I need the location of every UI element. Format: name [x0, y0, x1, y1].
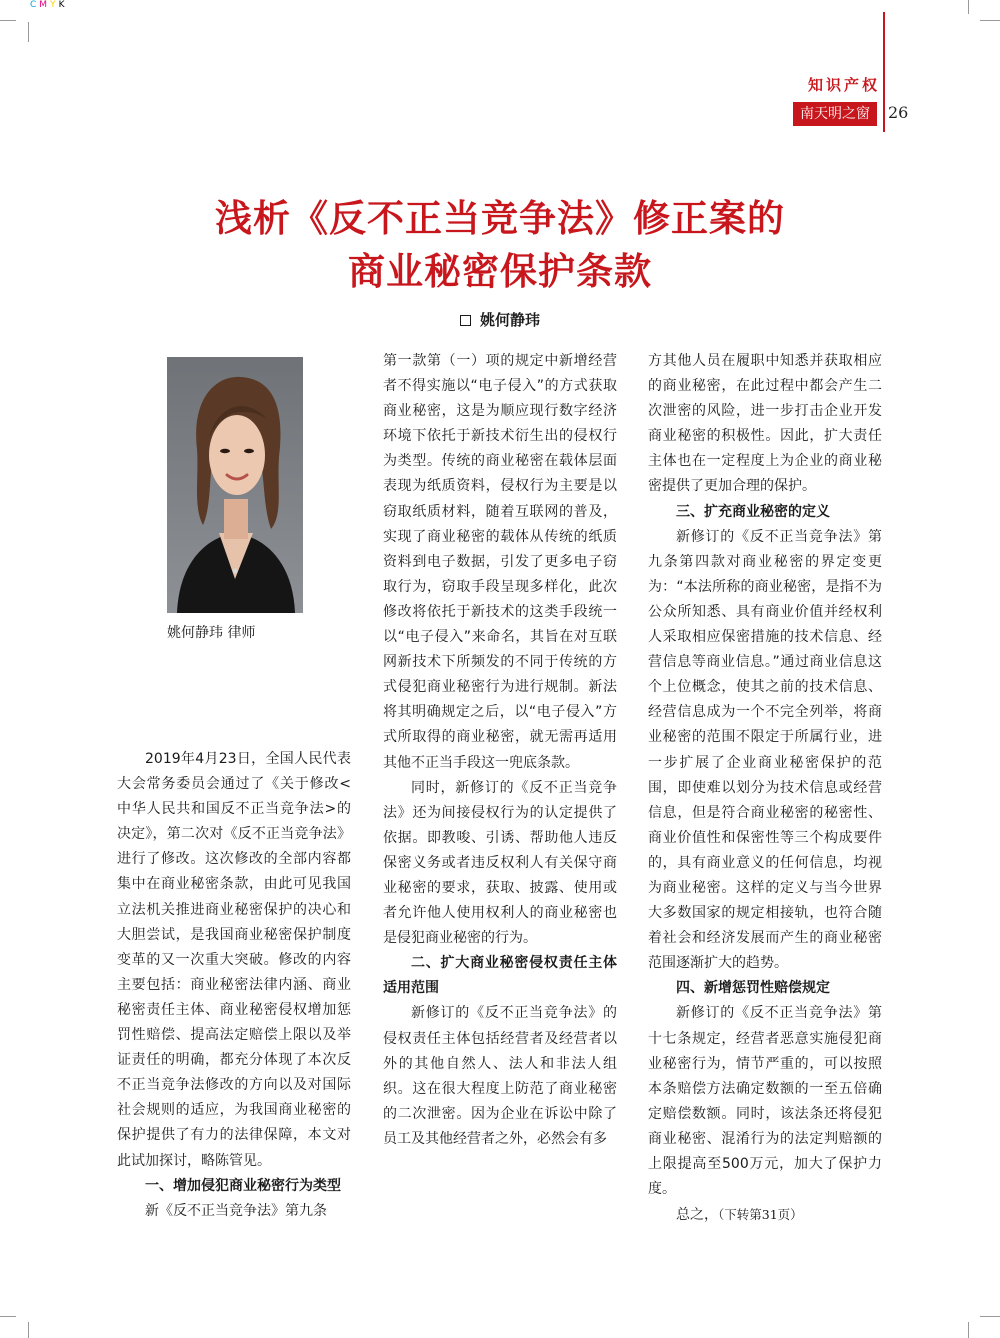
print-color-marks: CMYK [30, 0, 68, 10]
paragraph: 第一款第（一）项的规定中新增经营者不得实施以“电子侵入”的方式获取商业秘密，这是为顺应现行数字经济环境下依托于新技术衍生出的侵权行为类型。传统的商业秘密在载体层面表现为纸质资料，侵权行为主要是以窃取纸质材料，随着互联网的普及，实现了商业秘密的载体从传统的纸质资料到电子数据，引发了更多电子窃取行为，窃取手段呈现多样化，此次修改将依托于新技术的这类手段统一以“电子侵入”来命名，其旨在对互联网新技术下所频发的不同于传统的方式侵犯商业秘密行为进行规制。新法将其明确规定之后，以“电子侵入”方式所取得的商业秘密，就无需再适用其他不正当手段这一兜底条款。 [383, 353, 617, 771]
section-heading: 一、增加侵犯商业秘密行为类型 [145, 1177, 341, 1194]
crop-mark [0, 1316, 16, 1317]
crop-mark [28, 1322, 29, 1338]
header-divider-line [883, 12, 885, 132]
crop-mark [980, 20, 1000, 21]
photo-caption: 姚何静玮 律师 [167, 625, 256, 641]
author-byline [0, 309, 1000, 330]
paragraph: 新修订的《反不正当竞争法》第九条第四款对商业秘密的界定变更为：“本法所称的商业秘密，是指不为公众所知悉、具有商业价值并经权利人采取相应保密措施的技术信息、经营信息等商业信息。”通过商业信息这个上位概念，使其之前的技术信息、经营信息成为一个不完全列举，将商业秘密的范围不限定于所属行业，进一步扩展了企业商业秘密保护的范围，即使难以划分为技术信息或经营信息，但是符合商业秘密的秘密性、商业价值性和保密性等三个构成要件的，具有商业意义的任何信息，均视为商业秘密。这样的定义与当今世界大多数国家的规定相接轨，也符合随着社会和经济发展而产生的商业秘密范围逐渐扩大的趋势。 [648, 528, 882, 972]
crop-mark [980, 1316, 1000, 1317]
paragraph: 新修订的《反不正当竞争法》的侵权责任主体包括经营者及经营者以外的其他自然人、法人和非法人组织。这在很大程度上防范了商业秘密的二次泄密。因为企业在诉讼中除了员工及其他经营者之外，必然会有多 [383, 1005, 617, 1147]
article-title-line-2: 商业秘密保护条款 [348, 250, 652, 293]
square-box-icon [460, 315, 471, 326]
paragraph: 新修订的《反不正当竞争法》第十七条规定，经营者恶意实施侵犯商业秘密行为，情节严重的，可以按照本条赔偿方法确定数额的一至五倍确定赔偿数额。同时，该法条还将侵犯商业秘密、混淆行为的法定判赔额的上限提高至500万元，加大了保护力度。 [648, 1005, 882, 1198]
portrait-illustration [167, 357, 303, 613]
section-heading: 四、新增惩罚性赔偿规定 [676, 980, 830, 997]
text-column-3 [648, 349, 882, 1228]
author-name: 姚何静玮 [479, 311, 540, 329]
paragraph: 新《反不正当竞争法》第九条 [145, 1202, 327, 1219]
article-title-line-1: 浅析《反不正当竞争法》修正案的 [215, 197, 785, 240]
text-column-1 [117, 747, 351, 1224]
crop-mark [968, 0, 969, 14]
crop-mark [968, 1322, 969, 1338]
crop-mark [0, 20, 16, 21]
paragraph [648, 1202, 882, 1228]
section-name: 知识产权 [807, 76, 880, 94]
column-badge: 南天明之窗 [793, 102, 877, 126]
paragraph: 2019年4月23日，全国人民代表大会常务委员会通过了《关于修改<中华人民共和国反不正当竞争法>的决定》，第二次对《反不正当竞争法》进行了修改。这次修改的全部内容都集中在商业秘密条款，由此可见我国立法机关推进商业秘密保护的决心和大胆尝试，是我国商业秘密保护制度变革的又一次重大突破。修改的内容主要包括：商业秘密法律内涵、商业秘密责任主体、商业秘密侵权增加惩罚性赔偿、提高法定赔偿上限以及举证责任的明确，都充分体现了本次反不正当竞争法修改的方向以及对国际社会规则的适应，为我国商业秘密的保护提供了有力的法律保障，本文对此试加探讨，略陈管见。 [117, 751, 351, 1169]
section-heading: 二、扩大商业秘密侵权责任主体适用范围 [383, 955, 617, 997]
page-number: 26 [888, 103, 909, 122]
section-heading: 三、扩充商业秘密的定义 [676, 503, 830, 520]
continued-note: （下转第31页） [718, 1207, 803, 1223]
paragraph: 方其他人员在履职中知悉并获取相应的商业秘密，在此过程中都会产生二次泄密的风险，进一步打击企业开发商业秘密的积极性。因此，扩大责任主体也在一定程度上为企业的商业秘密提供了更加合理的保护。 [648, 353, 882, 495]
crop-mark [28, 22, 29, 42]
closing-text: 总之， [676, 1207, 718, 1224]
paragraph: 同时，新修订的《反不正当竞争法》还为间接侵权行为的认定提供了依据。即教唆、引诱、帮助他人违反保密义务或者违反权利人有关保守商业秘密的要求，获取、披露、使用或者允许他人使用权利人的商业秘密也是侵犯商业秘密的行为。 [383, 779, 617, 947]
text-column-2 [383, 349, 617, 1152]
author-photo [167, 357, 303, 613]
